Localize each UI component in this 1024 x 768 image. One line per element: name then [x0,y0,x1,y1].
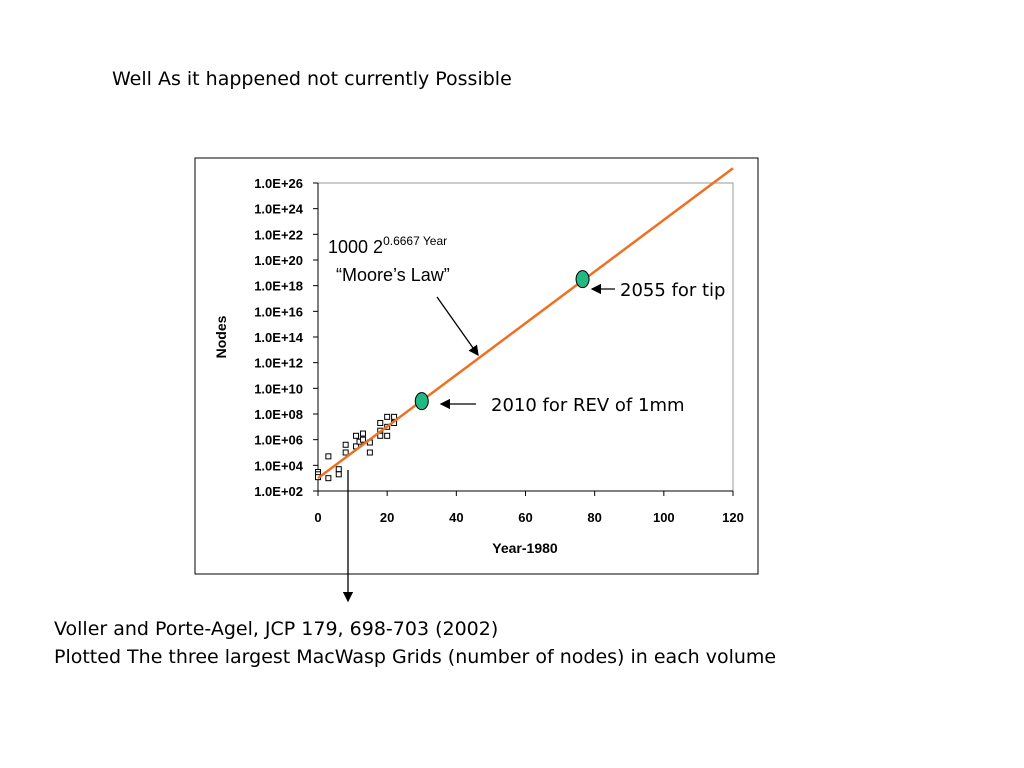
y-tick-label: 1.0E+18 [254,278,303,294]
data-point [354,433,359,438]
moores-law-label: “Moore’s Law” [336,265,450,285]
y-tick-label: 1.0E+20 [254,253,303,268]
plotted-description: Plotted The three largest MacWasp Grids (number of nodes) in each volume [54,646,777,668]
y-tick-label: 1.0E+22 [254,227,303,243]
x-tick-label: 60 [518,510,533,525]
y-tick-label: 1.0E+16 [254,304,303,320]
tip-label: 2055 for tip [620,280,726,301]
data-point [326,476,331,481]
y-tick-label: 1.0E+12 [254,355,303,371]
y-axis-title: Nodes [213,315,229,359]
x-tick-label: 0 [314,510,322,525]
highlight-point [415,393,428,410]
x-axis-title: Year-1980 [492,540,558,556]
slide-heading: Well As it happened not currently Possible [112,68,512,90]
y-tick-label: 1.0E+24 [254,201,303,217]
data-point [378,420,383,425]
data-point [326,454,331,459]
data-point [336,467,341,472]
data-point [367,450,372,455]
data-point [336,472,341,477]
y-tick-label: 1.0E+14 [254,330,303,345]
y-tick-label: 1.0E+08 [254,407,303,422]
data-point [343,450,348,455]
data-point [385,433,390,438]
highlight-point [576,271,589,288]
y-tick-label: 1.0E+04 [254,458,303,474]
citation-text: Voller and Porte-Agel, JCP 179, 698-703 (2002) [54,618,499,640]
data-point [343,442,348,447]
x-tick-label: 100 [652,510,675,525]
rev-label: 2010 for REV of 1mm [491,395,685,416]
data-point [360,437,365,442]
x-tick-label: 120 [722,510,744,525]
x-tick-label: 20 [379,510,395,525]
data-point [360,431,365,436]
x-tick-label: 80 [587,510,602,525]
y-tick-label: 1.0E+26 [254,176,303,191]
formula-label: 1000 $2^{0.6667 Year}$ [328,234,448,257]
y-tick-label: 1.0E+10 [254,381,303,397]
y-tick-label: 1.0E+06 [254,432,303,448]
data-point [385,414,390,419]
y-tick-label: 1.0E+02 [254,484,303,499]
x-tick-label: 40 [449,510,464,525]
